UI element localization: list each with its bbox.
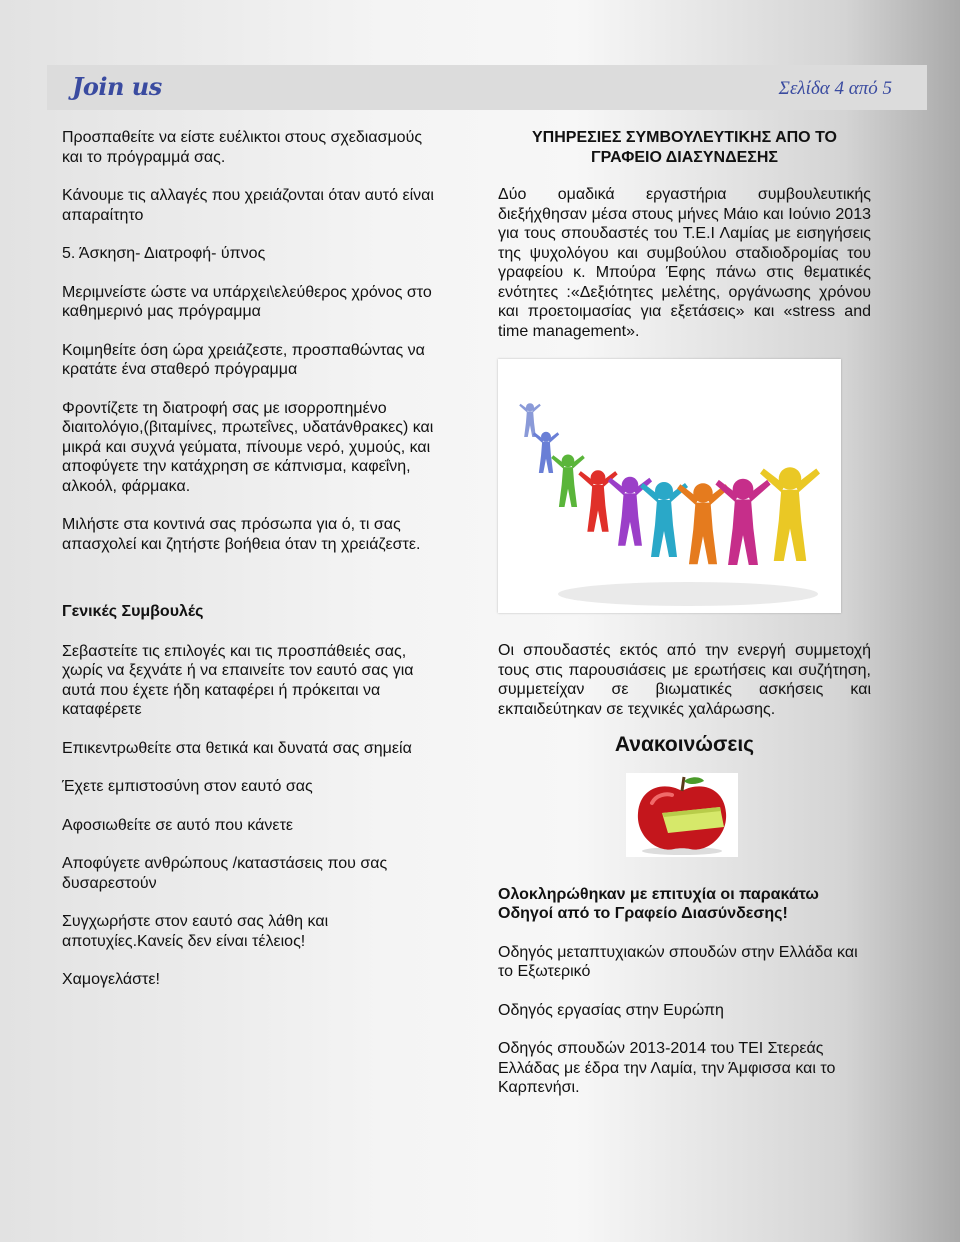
- guide-item: Οδηγός εργασίας στην Ευρώπη: [498, 1001, 724, 1019]
- apple-note-illustration: [626, 773, 738, 857]
- figure-2: [533, 432, 559, 473]
- people-chain-image: [498, 359, 841, 613]
- apple-leaf: [684, 777, 704, 784]
- people-chain-illustration: [498, 359, 841, 613]
- figure-7: [677, 483, 729, 564]
- advice-item: Αποφύγετε ανθρώπους /καταστάσεις που σας δυσαρεστούν: [62, 855, 388, 892]
- announcements-heading: Ανακοινώσεις: [614, 733, 755, 756]
- left-column: [62, 128, 434, 1009]
- paragraph: Προσπαθείτε να είστε ευέλικτοι στους σχεδιασμούς και το πρόγραμμά σας.: [62, 129, 423, 166]
- header-title: Join us: [72, 72, 162, 101]
- paragraph: Μεριμνείστε ώστε να υπάρχει\ελεύθερος χρόνος στο καθημερινό μας πρόγραμμα: [62, 283, 432, 320]
- guide-item: Οδηγός σπουδών 2013-2014 του ΤΕΙ Στερεάς Ελλάδας με έδρα την Λαμία, την Άμφισσα και το Καρπενήσι.: [498, 1040, 836, 1096]
- floor-shadow: [558, 582, 818, 606]
- page-number: Σελίδα 4 από 5: [778, 78, 892, 99]
- paragraph: Οι σπουδαστές εκτός από την ενεργή συμμετοχή τους στις παρουσιάσεις με ερωτήσεις και συζήτηση, συμμετείχαν σε βιωματικές ασκήσεις και εκπαιδεύτηκαν σε τεχνικές χαλάρωσης.: [498, 642, 871, 718]
- services-title: ΥΠΗΡΕΣΙΕΣ ΣΥΜΒΟΥΛΕΥΤΙΚΗΣ ΑΠΟ ΤΟ ΓΡΑΦΕΙΟ ΔΙΑΣΥΝΔΕΣΗΣ: [532, 129, 837, 166]
- paragraph: Κάνουμε τις αλλαγές που χρειάζονται όταν αυτό είναι απαραίτητο: [62, 187, 434, 224]
- advice-item: Συγχωρήστε στον εαυτό σας λάθη και αποτυχίες.Κανείς δεν είναι τέλειος!: [62, 913, 329, 950]
- advice-item: Αφοσιωθείτε σε αυτό που κάνετε: [62, 816, 294, 834]
- right-column: [498, 128, 871, 1117]
- figure-3: [551, 455, 585, 508]
- advice-item: Χαμογελάστε!: [62, 971, 160, 988]
- guides-title: Ολοκληρώθηκαν με επιτυχία οι παρακάτω Οδηγοί από το Γραφείο Διασύνδεσης!: [498, 885, 819, 922]
- advice-item: Σεβαστείτε τις επιλογές και τις προσπάθειές σας, χωρίς να ξεχνάτε ή να επαινείτε τον εαυτό σας για αυτά που έχετε ήδη καταφέρει ή πρόκειται να καταφέρετε: [62, 642, 414, 718]
- figure-6: [640, 482, 688, 557]
- apple-stem: [682, 777, 684, 791]
- advice-item: Επικεντρωθείτε στα θετικά και δυνατά σας σημεία: [62, 739, 412, 757]
- advice-item: Έχετε εμπιστοσύνη στον εαυτό σας: [62, 778, 313, 795]
- guide-item: Οδηγός μεταπτυχιακών σπουδών στην Ελλάδα και το Εξωτερικό: [498, 943, 858, 980]
- paragraph: Κοιμηθείτε όση ώρα χρειάζεστε, προσπαθώντας να κρατάτε ένα σταθερό πρόγραμμα: [62, 341, 425, 378]
- paragraph: Φροντίζετε τη διατροφή σας με ισορροπημένο διαιτολόγιο,(βιταμίνες, πρωτεΐνες, υδατάνθρακες) και μικρά και συχνά γεύματα, πίνουμε νερό, χυμούς, και αποφύγετε την κατάχρηση σε κάπνισμα, καφεΐνη, αλκοόλ, φάρμακα.: [62, 399, 434, 495]
- figure-1: [519, 403, 541, 437]
- paragraph: Μιλήστε στα κοντινά σας πρόσωπα για ό, τι σας απασχολεί και ζητήστε βοήθεια όταν τη χρειάζεστε.: [62, 516, 421, 553]
- figure-9: [760, 467, 820, 561]
- figure-8: [715, 479, 770, 565]
- paragraph: Δύο ομαδικά εργαστήρια συμβουλευτικής διεξήχθησαν μέσα στους μήνες Μάιο και Ιούνιο 2013 για τους σπουδαστές του Τ.Ε.Ι Λαμίας με εισηγήσεις της ψυχολόγου και συμβούλου σταδιοδρομίας του γραφείου κ. Μπούρα Έφης πάνω στις θεματικές ενότητες :«Δεξιότητες μελέτης, οργάνωσης χρόνου και προετοιμασίας για εξετάσεις» και «stress and time management».: [498, 186, 871, 340]
- advice-title: Γενικές Συμβουλές: [62, 603, 204, 620]
- apple-note-image: [626, 773, 738, 857]
- section-heading: 5. Άσκηση- Διατροφή- ύπνος: [62, 245, 266, 262]
